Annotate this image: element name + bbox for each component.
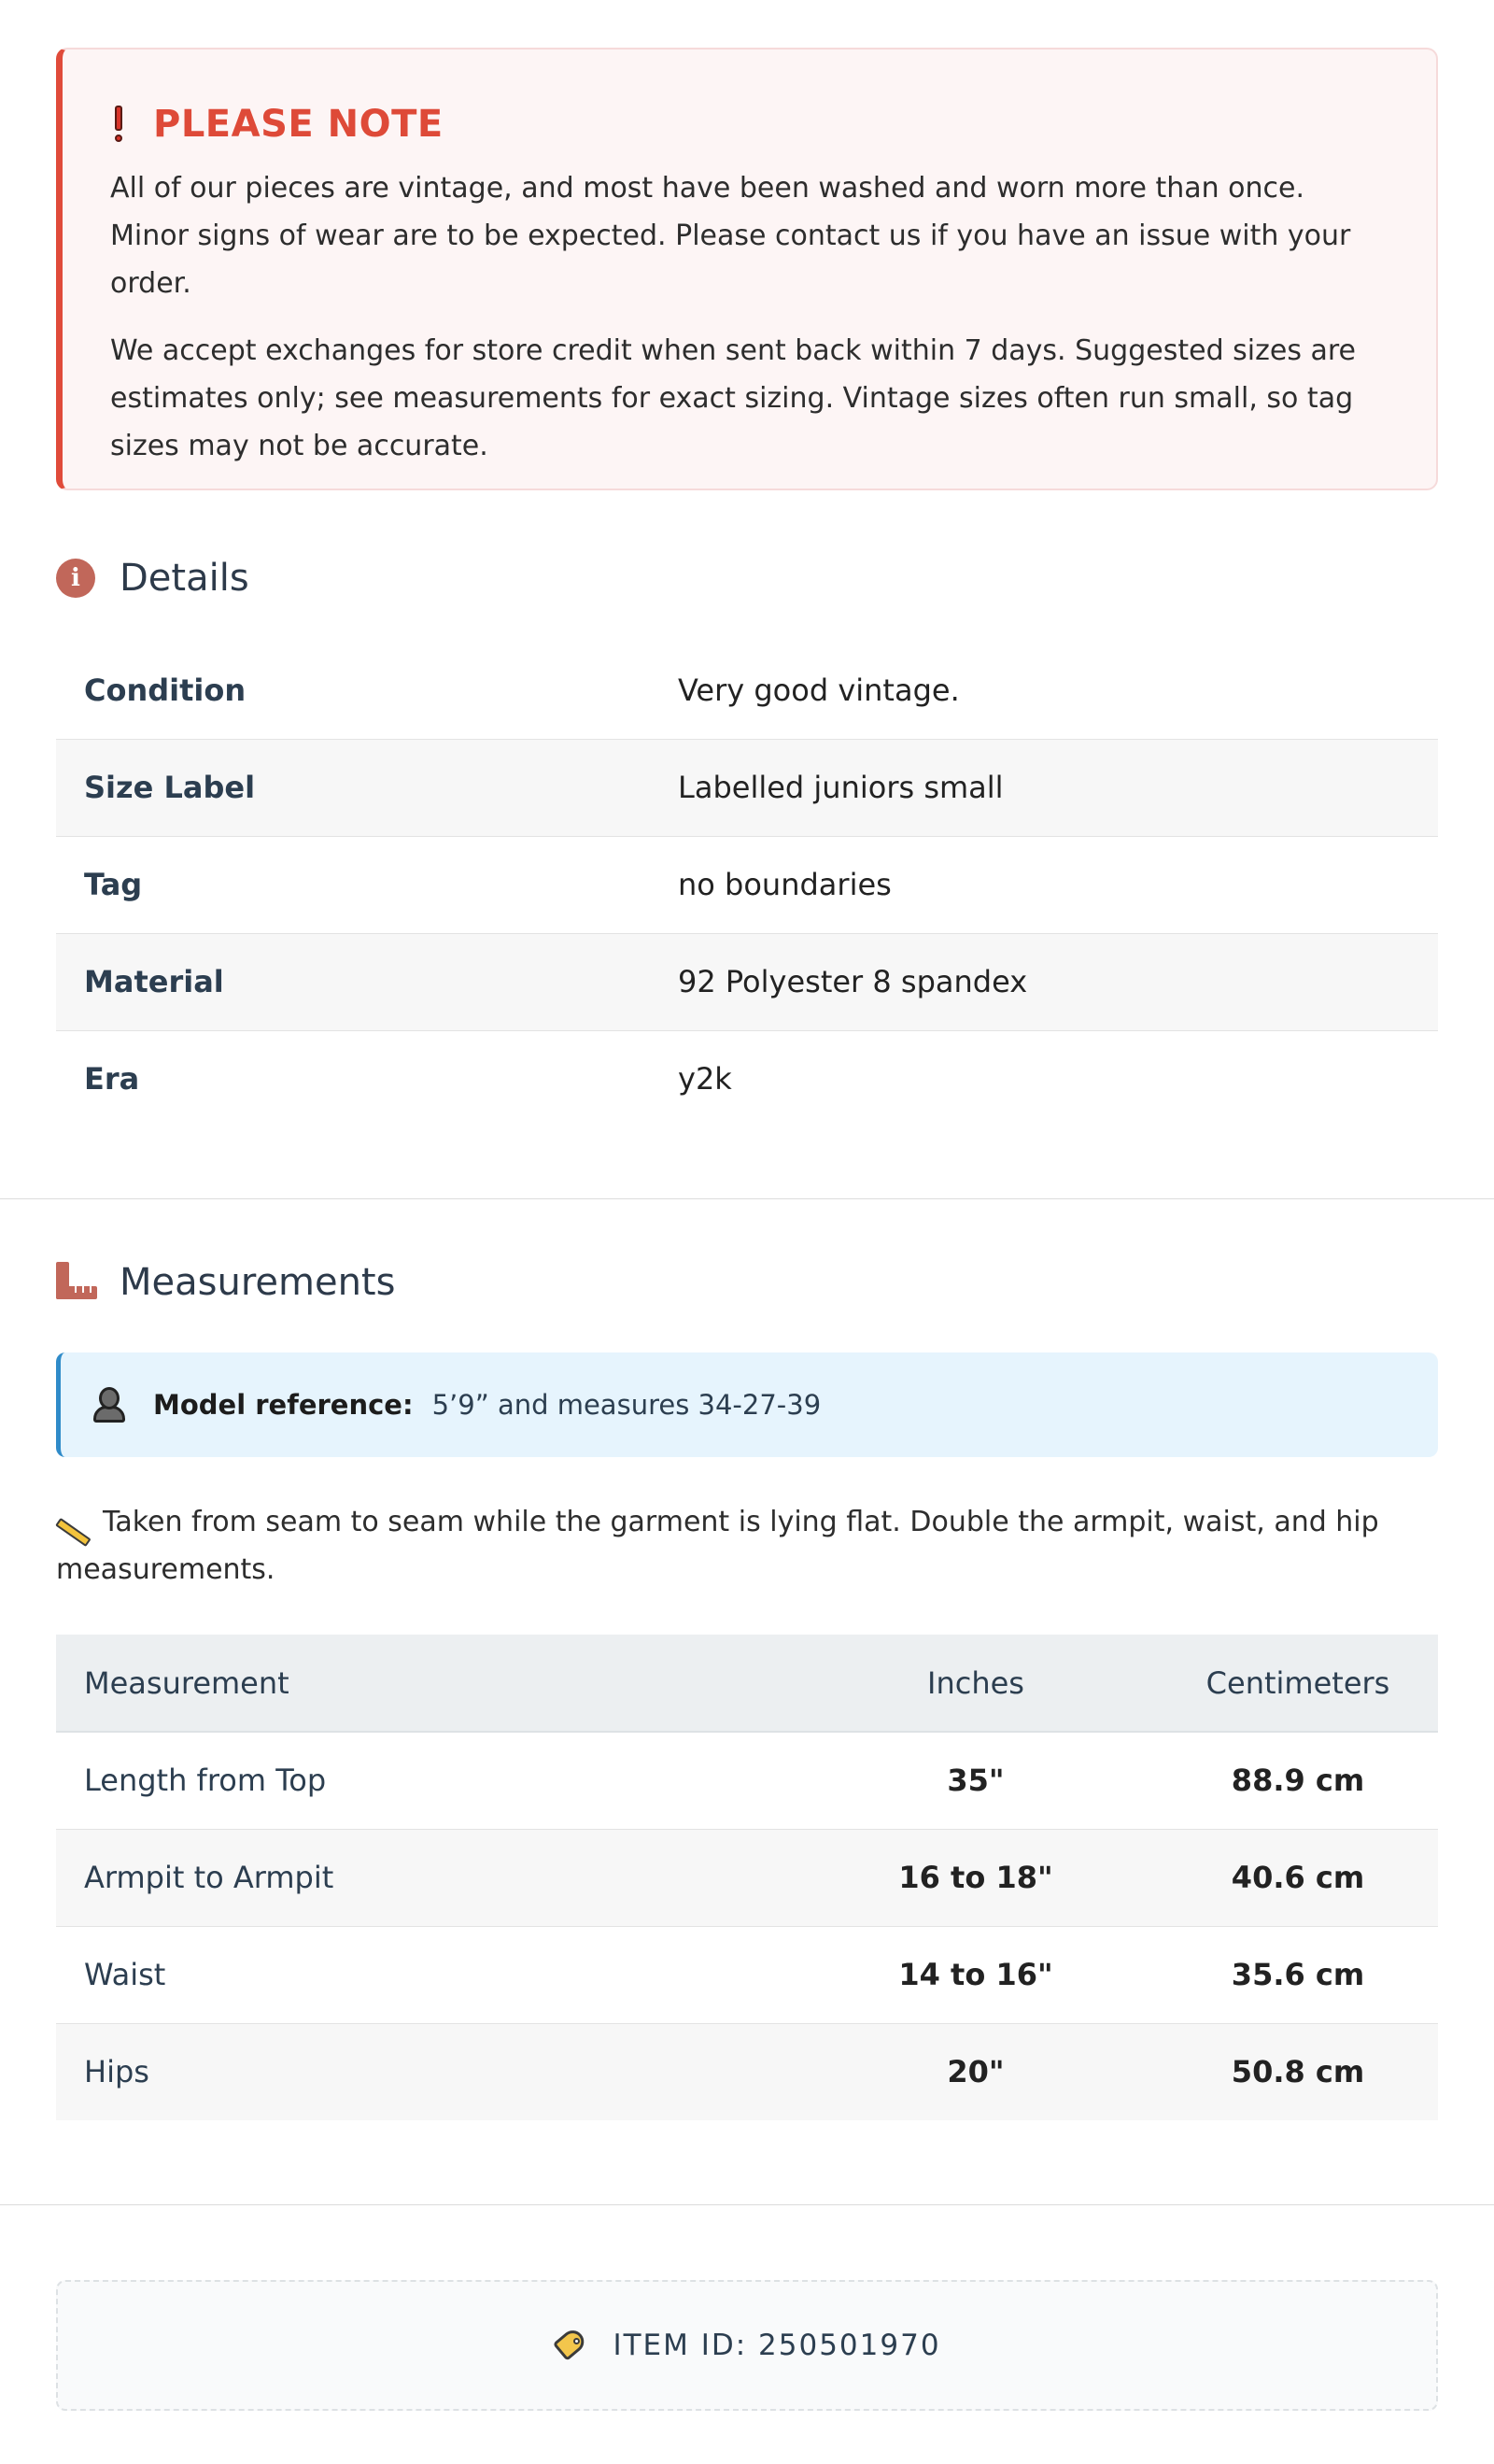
detail-label: Condition	[56, 642, 678, 739]
info-icon: i	[56, 559, 95, 598]
pencil-icon	[56, 1506, 93, 1534]
notice-title: PLEASE NOTE	[153, 103, 444, 146]
column-header: Centimeters	[1158, 1635, 1438, 1732]
tag-icon	[553, 2327, 590, 2364]
measurement-cm: 50.8 cm	[1158, 2023, 1438, 2120]
measurements-section	[0, 1254, 1494, 2120]
table-row	[56, 739, 1438, 836]
section-divider	[0, 1198, 1494, 1199]
model-reference-text: 5’9” and measures 34-27-39	[431, 1389, 822, 1421]
table-row	[56, 642, 1438, 739]
detail-value: y2k	[678, 1061, 732, 1097]
table-row	[56, 933, 1438, 1030]
measurements-heading	[56, 1254, 1438, 1310]
notice-paragraph: All of our pieces are vintage, and most have been washed and worn more than once. Minor signs of wear are to be expected. Please contact us if you have an issue with your order.	[110, 172, 1351, 300]
measurement-inches: 20"	[794, 2023, 1158, 2120]
details-heading	[56, 550, 1438, 606]
detail-value: Very good vintage.	[678, 642, 1438, 739]
item-id-box	[56, 2280, 1438, 2411]
table-row	[56, 2023, 1438, 2120]
detail-label: Tag	[56, 836, 678, 933]
notice-title-row	[110, 103, 1389, 146]
table-row	[56, 1030, 1438, 1127]
page	[0, 48, 1494, 1127]
detail-value: Labelled juniors small	[678, 739, 1438, 836]
ruler-icon	[56, 1262, 97, 1303]
column-header: Measurement	[56, 1635, 794, 1732]
model-reference-label: Model reference:	[153, 1389, 414, 1421]
section-divider	[0, 2204, 1494, 2205]
measurement-inches: 35"	[794, 1732, 1158, 1829]
table-row	[56, 1829, 1438, 1926]
detail-value: no boundaries	[678, 836, 1438, 933]
item-id: ITEM ID: 250501970	[613, 2329, 941, 2362]
measurements-title: Measurements	[120, 1261, 396, 1304]
table-row	[56, 1926, 1438, 2023]
measurements-description: Taken from seam to seam while the garment is lying flat. Double the armpit, waist, and hip measurements.	[56, 1506, 1379, 1586]
notice-paragraph: We accept exchanges for store credit when sent back within 7 days. Suggested sizes are estimates only; see measurements for exact sizing. Vintage sizes often run small, so tag sizes may not be accurate.	[110, 334, 1357, 462]
measurement-name: Hips	[56, 2023, 794, 2120]
measurement-inches: 14 to 16"	[794, 1926, 1158, 2023]
person-icon	[93, 1387, 125, 1423]
exclamation-icon	[112, 106, 125, 143]
measurement-cm: 35.6 cm	[1158, 1926, 1438, 2023]
measurements-table	[56, 1635, 1438, 2120]
details-title: Details	[120, 557, 249, 600]
measurement-cm: 88.9 cm	[1158, 1732, 1438, 1829]
measurement-name: Length from Top	[56, 1732, 794, 1829]
table-header-row	[56, 1635, 1438, 1732]
measurement-cm: 40.6 cm	[1158, 1829, 1438, 1926]
column-header: Inches	[794, 1635, 1158, 1732]
detail-label: Era	[84, 1061, 140, 1097]
model-reference-box	[56, 1352, 1438, 1457]
detail-label: Size Label	[56, 739, 678, 836]
notice-box	[56, 48, 1438, 490]
detail-label: Material	[56, 933, 678, 1030]
details-table	[56, 642, 1438, 1127]
table-row	[56, 836, 1438, 933]
measurements-description-row	[56, 1498, 1438, 1593]
table-row	[56, 1732, 1438, 1829]
detail-value: 92 Polyester 8 spandex	[678, 933, 1438, 1030]
measurement-name: Waist	[56, 1926, 794, 2023]
measurement-inches: 16 to 18"	[794, 1829, 1158, 1926]
measurement-name: Armpit to Armpit	[56, 1829, 794, 1926]
item-section	[0, 2280, 1494, 2411]
